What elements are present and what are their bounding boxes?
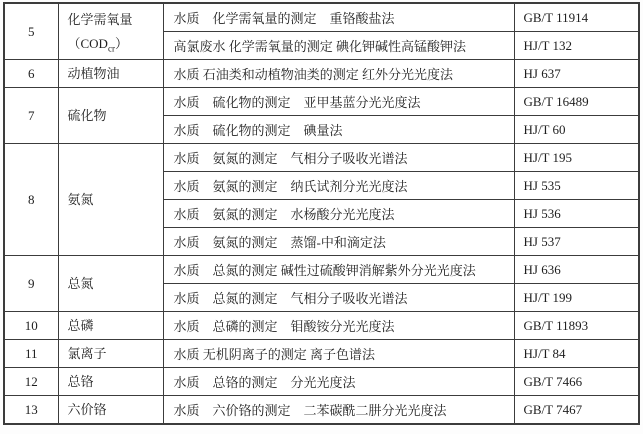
method-name: 水质 化学需氧量的测定 重铬酸盐法 (163, 3, 514, 32)
method-name: 水质 氨氮的测定 水杨酸分光光度法 (163, 200, 514, 228)
standard-code: HJ 535 (514, 172, 639, 200)
standard-code: GB/T 16489 (514, 88, 639, 116)
parameter-name: 氯离子 (58, 340, 163, 368)
parameter-name (58, 3, 163, 60)
cod-subscript: cr (107, 43, 115, 54)
standard-code: HJ 636 (514, 256, 639, 284)
table-row (4, 340, 639, 368)
table-row (4, 88, 639, 116)
standard-code: HJ/T 132 (514, 32, 639, 60)
row-number: 7 (4, 88, 58, 144)
parameter-name: 总氮 (58, 256, 163, 312)
table-row (4, 396, 639, 425)
method-name: 水质 六价铬的测定 二苯碳酰二肼分光光度法 (163, 396, 514, 425)
method-name: 水质 总磷的测定 钼酸铵分光光度法 (163, 312, 514, 340)
method-name: 水质 总铬的测定 分光光度法 (163, 368, 514, 396)
cod-suffix: ） (114, 35, 128, 51)
standard-code: HJ/T 84 (514, 340, 639, 368)
table-row (4, 368, 639, 396)
parameter-name: 动植物油 (58, 60, 163, 88)
parameter-name: 硫化物 (58, 88, 163, 144)
method-name: 水质 氨氮的测定 蒸馏-中和滴定法 (163, 228, 514, 256)
standard-code: GB/T 7467 (514, 396, 639, 425)
standard-code: GB/T 11914 (514, 3, 639, 32)
standard-code: GB/T 11893 (514, 312, 639, 340)
parameter-name: 六价铬 (58, 396, 163, 425)
method-name: 水质 氨氮的测定 气相分子吸收光谱法 (163, 144, 514, 172)
row-number: 5 (4, 3, 58, 60)
parameter-line1: 化学需氧量 (67, 11, 133, 27)
method-name: 高氯废水 化学需氧量的测定 碘化钾碱性高锰酸钾法 (163, 32, 514, 60)
row-number: 13 (4, 396, 58, 425)
standard-code: GB/T 7466 (514, 368, 639, 396)
parameter-line2 (68, 32, 163, 56)
parameter-name: 总磷 (58, 312, 163, 340)
row-number: 6 (4, 60, 58, 88)
method-name: 水质 石油类和动植物油类的测定 红外分光光度法 (163, 60, 514, 88)
table-row (4, 144, 639, 172)
method-name: 水质 氨氮的测定 纳氏试剂分光光度法 (163, 172, 514, 200)
row-number: 12 (4, 368, 58, 396)
table-row (4, 3, 639, 32)
method-name: 水质 硫化物的测定 碘量法 (163, 116, 514, 144)
table-row (4, 256, 639, 284)
standard-code: HJ 536 (514, 200, 639, 228)
row-number: 8 (4, 144, 58, 256)
method-name: 水质 总氮的测定 碱性过硫酸钾消解紫外分光光度法 (163, 256, 514, 284)
row-number: 9 (4, 256, 58, 312)
table-row (4, 60, 639, 88)
methods-table (3, 2, 640, 425)
row-number: 11 (4, 340, 58, 368)
table-row (4, 312, 639, 340)
row-number: 10 (4, 312, 58, 340)
standard-code: HJ 637 (514, 60, 639, 88)
cod-prefix: （COD (67, 35, 108, 51)
standard-code: HJ/T 195 (514, 144, 639, 172)
standard-code: HJ/T 199 (514, 284, 639, 312)
method-name: 水质 硫化物的测定 亚甲基蓝分光光度法 (163, 88, 514, 116)
standard-code: HJ/T 60 (514, 116, 639, 144)
method-name: 水质 无机阴离子的测定 离子色谱法 (163, 340, 514, 368)
standard-code: HJ 537 (514, 228, 639, 256)
method-name: 水质 总氮的测定 气相分子吸收光谱法 (163, 284, 514, 312)
parameter-name: 总铬 (58, 368, 163, 396)
parameter-name: 氨氮 (58, 144, 163, 256)
